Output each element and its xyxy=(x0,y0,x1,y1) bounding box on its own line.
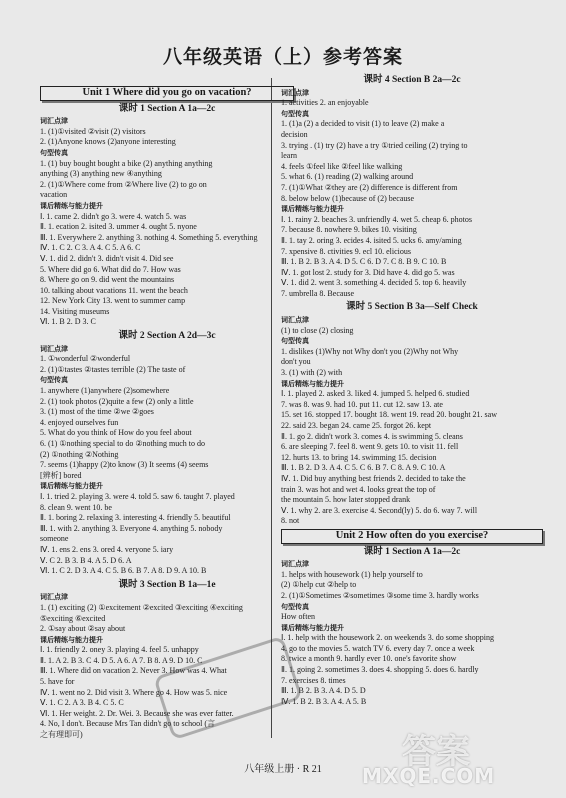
answer-line: [辨析] bored xyxy=(40,470,82,480)
section-label: 课后精练与能力提升 xyxy=(40,482,103,491)
section-label: 句型传真 xyxy=(281,602,309,611)
answer-line: 8. clean 9. went 10. be xyxy=(40,502,112,512)
section-label: 课后精练与能力提升 xyxy=(40,201,103,210)
answer-line: Ⅴ. 1. why 2. are 3. exercise 4. Second(ly) 5. do 6. way 7. will xyxy=(281,505,478,515)
answer-line: Ⅳ. 1. C 2. C 3. A 4. C 5. A 6. C xyxy=(40,243,141,253)
answer-line: 14. Visiting museums xyxy=(40,306,110,316)
answer-line: 6. are sleeping 7. feel 8. went 9. gets 10. to visit 11. fell xyxy=(281,442,459,452)
answer-line: 1. ①wonderful ②wonderful xyxy=(40,354,131,364)
answer-line: 7. was 8. was 9. had 10. put 11. cut 12. saw 13. ate xyxy=(281,399,443,409)
section-label: 句型传真 xyxy=(40,376,68,385)
answer-line: 7. seems (1)happy (2)to know (3) It seems (4) seems xyxy=(40,460,209,470)
unit-1-title: Unit 1 Where did you go on vacation? xyxy=(40,86,294,101)
answer-line: someone xyxy=(40,534,69,544)
answer-line: 4. No, I don't. Because Mrs Tan didn't go to school (言 xyxy=(40,719,216,729)
section-label: 句型传真 xyxy=(40,148,68,157)
answer-line: Ⅳ. 1. Did buy anything best friends 2. decided to take the xyxy=(281,473,466,483)
answer-line: Ⅴ. 1. did 2. went 3. something 4. decided 5. top 6. heavily xyxy=(281,278,467,288)
answer-line: Ⅳ. 1. got lost 2. study for 3. Did have 4. did go 5. was xyxy=(281,267,455,277)
lesson-heading: 课时 3 Section B 1a—1e xyxy=(118,579,216,590)
answer-line: 3. (1) most of the time ②we ②goes xyxy=(40,407,154,417)
answer-line: 8. below below (1)because of (2) because xyxy=(281,193,415,203)
answer-line: 2. (1)①Where come from ②Where live (2) to go on xyxy=(40,179,207,189)
right-answer-list xyxy=(281,75,543,707)
answer-line: 22. said 23. began 24. came 25. forgot 26. kept xyxy=(281,421,432,430)
answer-line: Ⅲ. 1. Everywhere 2. anything 3. nothing 4. Something 5. everything xyxy=(40,232,258,242)
answer-line: 5. have for xyxy=(40,677,75,687)
right-column xyxy=(281,72,543,707)
answer-line: Ⅲ. 1. B 2. B 3. A 4. D 5. D xyxy=(281,686,366,696)
answer-line: Ⅰ. 1. tried 2. playing 3. were 4. told 5. saw 6. taught 7. played xyxy=(40,491,235,501)
page-footer: 八年级上册 · R 21 xyxy=(244,764,322,775)
section-label: 词汇点津 xyxy=(40,117,68,126)
section-label: 课后精练与能力提升 xyxy=(40,635,103,644)
answer-line: 15. set 16. stopped 17. bought 18. went 19. read 20. bought 21. saw xyxy=(281,410,497,420)
answer-line: Ⅱ. 1. A 2. B 3. C 4. D 5. A 6. A 7. B 8. A 9. D 10. C xyxy=(40,655,203,665)
answer-line: don't you xyxy=(281,357,311,367)
lesson-heading: 课时 5 Section B 3a—Self Check xyxy=(346,302,478,313)
section-label: 词汇点津 xyxy=(281,316,309,325)
answer-line: 1. (1) exciting (2) ①excitement ②excited ③exciting ④exciting xyxy=(40,602,243,612)
answer-line: Ⅱ. 1. boring 2. relaxing 3. interesting 4. friendly 5. beautiful xyxy=(40,513,231,523)
answer-line: 1. (1)a (2) a decided to visit (1) to leave (2) make a xyxy=(281,119,445,129)
section-label: 句型传真 xyxy=(281,109,309,118)
answer-line: 1. (1)①visited ②visit (2) visitors xyxy=(40,126,146,136)
answer-line: Ⅱ. 1. ecation 2. isited 3. ummer 4. ought 5. nyone xyxy=(40,222,197,232)
answer-line: How often xyxy=(281,612,315,622)
answer-line: 7. (1)①What ②they are (2) difference is different from xyxy=(281,182,458,192)
answer-line: 8. twice a month 9. hardly ever 10. one's favorite show xyxy=(281,654,457,664)
section-label: 词汇点津 xyxy=(281,88,309,97)
answer-line: 8. Where go on 9. did went the mountains xyxy=(40,275,175,285)
answer-line: 之有理即可) xyxy=(40,730,83,740)
answer-line: 3. trying . (1) try (2) have a try ①tried ceiling (2) trying to xyxy=(281,140,468,150)
answer-line: 5. Where did go 6. What did do 7. How was xyxy=(40,264,181,274)
answer-line: Ⅴ. 1. did 2. didn't 3. didn't visit 4. Did see xyxy=(40,253,174,263)
answer-line: Ⅵ. 1. Her weight. 2. Dr. Wei. 3. Because she was ever fatter. xyxy=(40,708,234,718)
answer-line: Ⅴ. C 2. B 3. B 4. A 5. D 6. A xyxy=(40,555,132,565)
answer-line: 1. anywhere (1)anywhere (2)somewhere xyxy=(40,386,170,396)
answer-line: Ⅲ. 1. with 2. anything 3. Everyone 4. anything 5. nobody xyxy=(40,523,223,533)
answer-line: Ⅰ. 1. rainy 2. beaches 3. unfriendly 4. wet 5. cheap 6. photos xyxy=(281,214,472,224)
answer-line: Ⅱ. 1. going 2. sometimes 3. does 4. shopping 5. does 6. hardly xyxy=(281,665,479,675)
answer-line: 1. helps with housework (1) help yourself to xyxy=(281,569,423,579)
answer-line: 3. (1) with (2) with xyxy=(281,368,343,378)
answer-line: ⑤exciting ⑥excited xyxy=(40,613,106,623)
section-label: 词汇点津 xyxy=(40,593,68,602)
answer-line: 7. because 8. nowhere 9. bikes 10. visiting xyxy=(281,225,417,235)
left-column xyxy=(40,84,294,741)
answer-line: the mountain 5. how later stopped drank xyxy=(281,495,411,505)
answer-line: Ⅰ. 1. help with the housework 2. on weekends 3. do some shopping xyxy=(281,633,494,643)
section-label: 词汇点津 xyxy=(281,560,309,569)
answer-line: 6. (1) ①nothing special to do ②nothing much to do xyxy=(40,439,205,448)
page-title: 八年级英语（上）参考答案 xyxy=(162,46,403,68)
lesson-heading: 课时 1 Section A 1a—2c xyxy=(118,103,216,114)
answer-line: vacation xyxy=(40,190,68,200)
answer-line: Ⅳ. 1. B 2. B 3. A 4. A 5. B xyxy=(281,696,367,706)
answer-line: 10. talking about vacations 11. went the beach xyxy=(40,285,188,295)
answer-line: 12. hurts 13. to bring 14. swimming 15. decision xyxy=(281,452,437,462)
answer-line: Ⅰ. 1. friendly 2. oney 3. playing 4. feel 5. unhappy xyxy=(40,645,199,655)
answer-line: Ⅲ. 1. B 2. D 3. A 4. C 5. C 6. B 7. C 8. A 9. C 10. A xyxy=(281,463,446,473)
answer-line: 1. dislikes (1)Why not Why don't you (2)Why not Why xyxy=(281,346,459,356)
site-watermark xyxy=(362,724,552,788)
lesson-heading: 课时 4 Section B 2a—2c xyxy=(363,75,461,85)
answer-line: 4. go to the movies 5. watch TV 6. every day 7. once a week xyxy=(281,643,475,653)
section-label: 课后精练与能力提升 xyxy=(281,623,344,632)
section-label: 课后精练与能力提升 xyxy=(281,379,344,388)
answer-line: train 3. was hot and wet 4. looks great the top of xyxy=(281,484,436,494)
answer-line: decision xyxy=(281,129,308,139)
answer-line: Ⅰ. 1. played 2. asked 3. liked 4. jumped 5. helped 6. studied xyxy=(281,389,470,399)
answer-line: 4. feels ①feel like ②feel like walking xyxy=(281,161,403,171)
answer-line: 1. activities 2. an enjoyable xyxy=(281,98,369,108)
section-label: 词汇点津 xyxy=(40,344,68,353)
answer-line: 2. ①say about ②say about xyxy=(40,624,126,634)
answer-line: Ⅳ. 1. ens 2. ens 3. ored 4. veryone 5. iary xyxy=(40,544,174,554)
answer-line: 7. umbrella 8. Because xyxy=(281,288,355,298)
answer-line: (1) to close (2) closing xyxy=(281,325,354,335)
answer-line: 8. not xyxy=(281,516,300,526)
answer-line: Ⅲ. 1. Where did on vacation 2. Never 3. How was 4. What xyxy=(40,666,227,676)
answer-line: 7. xpensive 8. ctivities 9. ecl 10. elicious xyxy=(281,246,411,256)
section-label: 课后精练与能力提升 xyxy=(281,205,344,214)
answer-line: Ⅵ. 1. C 2. D 3. A 4. C 5. B 6. B 7. A 8. D 9. A 10. B xyxy=(40,566,207,576)
answer-line: 2. (1)①tastes ②tastes terrible (2) The taste of xyxy=(40,364,186,374)
answer-line: (2) ①help cut ②help to xyxy=(281,580,357,590)
lesson-heading: 课时 2 Section A 2d—3c xyxy=(118,331,216,342)
answer-line: 2. (1) took photos (2)quite a few (2) only a little xyxy=(40,396,194,406)
answer-line: Ⅳ. 1. went no 2. Did visit 3. Where go 4. How was 5. nice xyxy=(40,687,228,697)
answer-line: 1. (1) buy bought bought a bike (2) anything anything xyxy=(40,158,213,168)
answer-line: 2. (1)Anyone knows (2)anyone interesting xyxy=(40,137,176,147)
answer-line: anything (3) anything new ④anything xyxy=(40,169,162,179)
answer-line: learn xyxy=(281,151,297,161)
answer-line: 4. enjoyed ourselves fun xyxy=(40,417,119,427)
unit-title: Unit 2 How often do you exercise? xyxy=(281,529,543,544)
lesson-heading: 课时 1 Section A 1a—2c xyxy=(363,546,461,557)
answer-line: 12. New York City 13. went to summer camp xyxy=(40,296,186,306)
answer-line: 5. what 6. (1) reading (2) walking around xyxy=(281,172,414,182)
answer-line: Ⅲ. 1. B 2. B 3. A 4. D 5. C 6. D 7. C 8. B 9. C 10. B xyxy=(281,257,447,267)
watermark-bottom-text: MXQE.COM xyxy=(362,764,496,788)
answer-line: (2) ①nothing ②Nothing xyxy=(40,449,119,459)
answer-line: Ⅰ. 1. came 2. didn't go 3. were 4. watch 5. was xyxy=(40,211,187,221)
answer-line: 2. (1)①Sometimes ②sometimes ③some time 3. hardly works xyxy=(281,590,479,600)
watermark-top-text: 答案 xyxy=(402,732,470,772)
answer-line: 5. What do you think of How do you feel about xyxy=(40,428,192,438)
answer-line: Ⅵ. 1. B 2. D 3. C xyxy=(40,317,96,327)
answer-line: Ⅱ. 1. go 2. didn't work 3. comes 4. is swimming 5. cleans xyxy=(281,431,463,441)
answer-line: Ⅴ. 1. C 2. A 3. B 4. C 5. C xyxy=(40,698,124,708)
answer-line: 7. exercises 8. times xyxy=(281,675,346,685)
section-label: 句型传真 xyxy=(281,337,309,346)
answer-line: Ⅱ. 1. tay 2. oring 3. ecides 4. isited 5. ucks 6. amy/aming xyxy=(281,235,462,245)
